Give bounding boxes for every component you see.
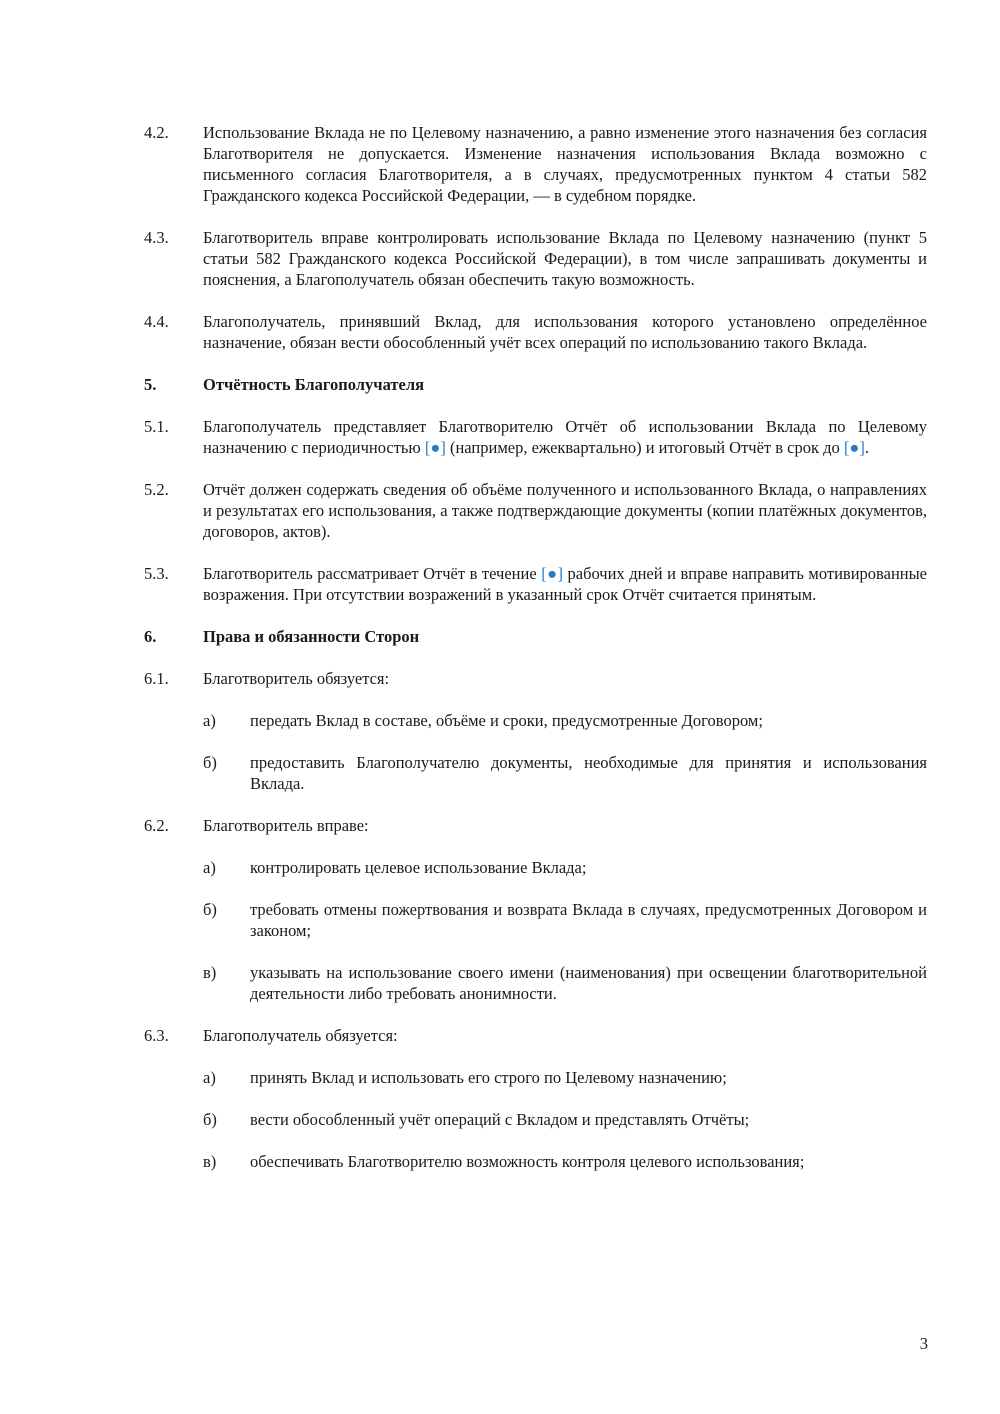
clause-text: Благополучатель обязуется: xyxy=(203,1026,398,1045)
clause-text xyxy=(203,563,927,605)
section-heading-5 xyxy=(144,374,927,395)
clause-number: 4.3. xyxy=(144,228,169,247)
clause-4-3 xyxy=(144,227,927,290)
clause-5-3 xyxy=(144,563,927,605)
clause-number: 5.2. xyxy=(144,480,169,499)
clause-6-3 xyxy=(144,1025,927,1046)
clause-4-4 xyxy=(144,311,927,353)
clause-5-2 xyxy=(144,479,927,542)
section-title: Отчётность Благополучателя xyxy=(203,375,425,394)
list-item-letter: в) xyxy=(203,963,217,982)
clause-4-2 xyxy=(144,122,927,206)
clause-5-1 xyxy=(144,416,927,458)
section-number: 6. xyxy=(144,627,157,646)
list-item xyxy=(203,1109,927,1130)
document-page xyxy=(144,122,927,1193)
clause-6-2 xyxy=(144,815,927,836)
list-item-letter: а) xyxy=(203,1068,216,1087)
list-item-text: принять Вклад и использовать его строго по Целевому назначению; xyxy=(250,1068,727,1087)
section-number: 5. xyxy=(144,375,157,394)
list-item xyxy=(203,1151,927,1172)
clause-text-part: (например, ежеквартально) и итоговый Отчёт в срок до xyxy=(445,438,844,457)
clause-number: 6.2. xyxy=(144,816,169,835)
clause-text xyxy=(203,416,927,458)
list-item xyxy=(203,899,927,941)
clause-number: 6.3. xyxy=(144,1026,169,1045)
list-item-text: указывать на использование своего имени (наименования) при освещении благотворительной деятельности либо требовать анонимности. xyxy=(250,963,927,1003)
clause-text: Благотворитель обязуется: xyxy=(203,669,390,688)
section-heading-6 xyxy=(144,626,927,647)
placeholder-marker: [●] xyxy=(541,564,563,583)
clause-text-part: Благотворитель рассматривает Отчёт в течение xyxy=(203,564,542,583)
list-item-text: контролировать целевое использование Вклада; xyxy=(250,858,587,877)
clause-text-part: Благополучатель представляет Благотворителю Отчёт об использовании Вклада по Целевому назначению с периодичностью xyxy=(203,417,927,457)
page-number: 3 xyxy=(919,1334,928,1353)
section-title: Права и обязанности Сторон xyxy=(203,627,420,646)
clause-number: 5.3. xyxy=(144,564,169,583)
clause-number: 4.2. xyxy=(144,123,169,142)
list-item-text: обеспечивать Благотворителю возможность контроля целевого использования; xyxy=(250,1152,805,1171)
clause-text: Отчёт должен содержать сведения об объёме полученного и использованного Вклада, о направлениях и результатах его использования, а также подтверждающие документы (копии платёжных документов, договоров, актов). xyxy=(203,480,927,541)
list-item xyxy=(203,857,927,878)
list-item xyxy=(203,752,927,794)
clause-number: 6.1. xyxy=(144,669,169,688)
list-item-letter: б) xyxy=(203,753,217,772)
list-item-text: предоставить Благополучателю документы, необходимые для принятия и использования Вклада. xyxy=(250,753,927,793)
list-item-text: передать Вклад в составе, объёме и сроки, предусмотренные Договором; xyxy=(250,711,763,730)
placeholder-marker: [●] xyxy=(424,438,446,457)
list-item xyxy=(203,1067,927,1088)
list-item-letter: б) xyxy=(203,1110,217,1129)
list-item xyxy=(203,962,927,1004)
list-item-letter: в) xyxy=(203,1152,217,1171)
list-item-text: вести обособленный учёт операций с Вкладом и представлять Отчёты; xyxy=(250,1110,750,1129)
list-item-text: требовать отмены пожертвования и возврата Вклада в случаях, предусмотренных Договором и законом; xyxy=(250,900,927,940)
list-item-letter: а) xyxy=(203,858,216,877)
clause-text: Использование Вклада не по Целевому назначению, а равно изменение этого назначения без согласия Благотворителя не допускается. Изменение назначения использования Вклада возможно с письменного согласия Благотворителя, а в случаях, предусмотренных пунктом 4 статьи 582 Гражданского кодекса Российской Федерации, — в судебном порядке. xyxy=(203,123,927,205)
list-item-letter: а) xyxy=(203,711,216,730)
placeholder-marker: [●] xyxy=(843,438,865,457)
list-item-letter: б) xyxy=(203,900,217,919)
clause-text: Благотворитель вправе: xyxy=(203,816,369,835)
clause-text: Благотворитель вправе контролировать использование Вклада по Целевому назначению (пункт 5 статьи 582 Гражданского кодекса Российской Федерации), в том числе запрашивать документы и пояснения, а Благополучатель обязан обеспечить такую возможность. xyxy=(203,228,927,289)
clause-text-part: рабочих дней и вправе направить мотивированные возражения. При отсутствии возражений в указанный срок Отчёт считается принятым. xyxy=(203,564,928,604)
list-item xyxy=(203,710,927,731)
clause-number: 4.4. xyxy=(144,312,169,331)
clause-text: Благополучатель, принявший Вклад, для использования которого установлено определённое назначение, обязан вести обособленный учёт всех операций по использованию такого Вклада. xyxy=(203,312,927,352)
clause-6-1 xyxy=(144,668,927,689)
clause-text-part: . xyxy=(864,438,869,457)
clause-number: 5.1. xyxy=(144,417,169,436)
